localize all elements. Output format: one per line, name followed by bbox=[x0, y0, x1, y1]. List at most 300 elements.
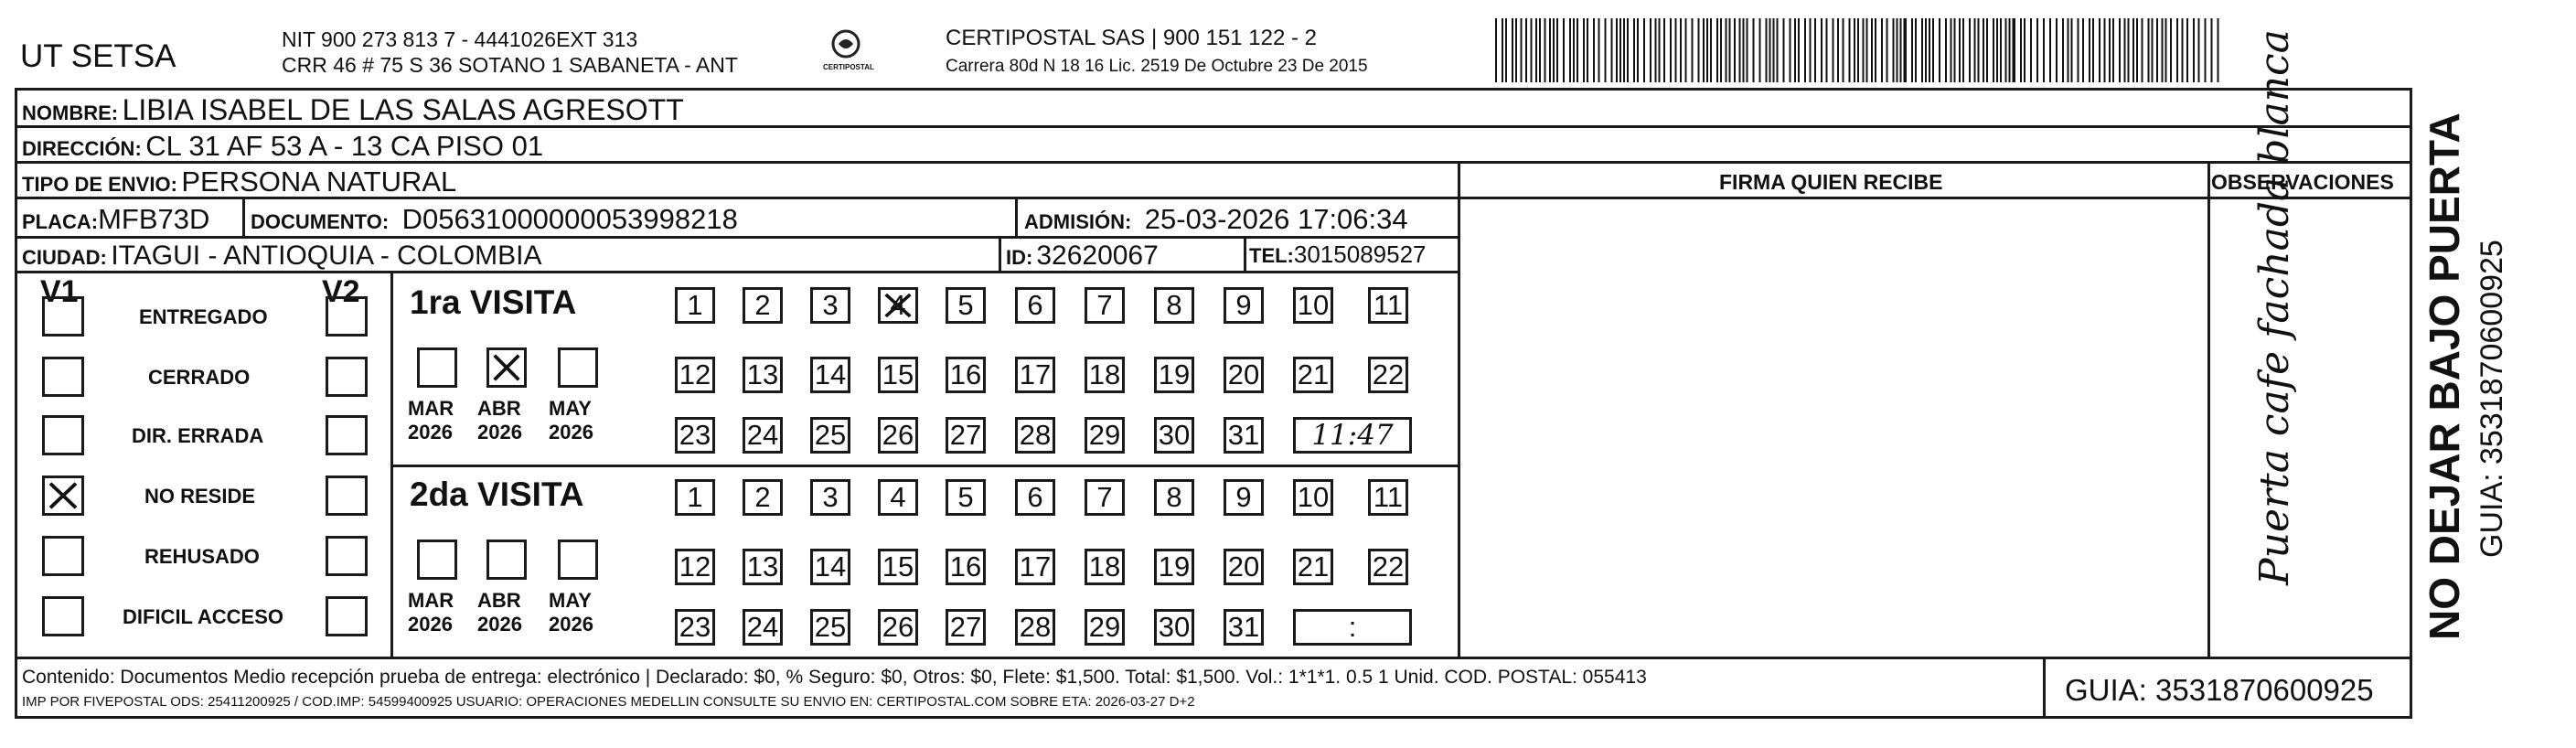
barcode-bar bbox=[2218, 18, 2219, 82]
day-number: 21 bbox=[1297, 358, 1330, 390]
check-x-icon bbox=[489, 350, 524, 385]
day-box[interactable] bbox=[1368, 287, 1408, 324]
day-number: 31 bbox=[1227, 419, 1260, 451]
barcode-bar bbox=[1515, 18, 1517, 82]
barcode-bar bbox=[1790, 18, 1791, 82]
barcode-bar bbox=[1637, 18, 1639, 82]
barcode-bar bbox=[2013, 18, 2016, 82]
day-number: 27 bbox=[949, 611, 982, 643]
day-box[interactable] bbox=[1015, 609, 1055, 646]
month-label: MAR bbox=[408, 589, 454, 612]
barcode-bar bbox=[1643, 18, 1645, 82]
barcode-bar bbox=[2176, 18, 2178, 82]
day-number: 11 bbox=[1373, 289, 1404, 321]
day-box[interactable] bbox=[878, 479, 918, 516]
observaciones-note: Puerta cafe fachada blanca bbox=[2251, 29, 2298, 585]
barcode-bar bbox=[1720, 18, 1722, 82]
day-number: 19 bbox=[1158, 358, 1191, 390]
barcode-bar bbox=[2071, 18, 2073, 82]
day-box[interactable] bbox=[675, 549, 715, 585]
month-checkbox[interactable] bbox=[486, 347, 527, 388]
barcode-bar bbox=[1505, 18, 1507, 82]
v1-checkbox[interactable] bbox=[42, 596, 84, 636]
day-box[interactable] bbox=[675, 357, 715, 393]
day-number: 31 bbox=[1227, 611, 1260, 643]
v2-checkbox[interactable] bbox=[326, 357, 368, 397]
barcode-bar bbox=[1959, 18, 1961, 82]
day-box[interactable] bbox=[1085, 287, 1125, 324]
barcode-bar bbox=[2211, 18, 2213, 82]
day-number: 18 bbox=[1088, 550, 1121, 582]
barcode-bar bbox=[1915, 18, 1917, 82]
barcode-bar bbox=[2148, 18, 2150, 82]
barcode-bar bbox=[2136, 18, 2138, 82]
day-box[interactable] bbox=[1085, 549, 1125, 585]
day-number: 8 bbox=[1166, 481, 1182, 513]
day-number: 1 bbox=[687, 289, 703, 321]
barcode-bar bbox=[1685, 18, 1687, 82]
day-box[interactable] bbox=[1368, 357, 1408, 393]
barcode-bar bbox=[1535, 18, 1537, 82]
day-number: 17 bbox=[1019, 358, 1052, 390]
day-number: 28 bbox=[1019, 419, 1052, 451]
day-box[interactable] bbox=[946, 479, 986, 516]
day-box[interactable] bbox=[946, 357, 986, 393]
day-box[interactable] bbox=[810, 549, 850, 585]
direccion-value: CL 31 AF 53 A - 13 CA PISO 01 bbox=[145, 130, 544, 162]
barcode-bar bbox=[2193, 18, 2195, 82]
status-label: REHUSADO bbox=[144, 545, 260, 568]
v1-checkbox[interactable] bbox=[42, 536, 84, 576]
barcode-bar bbox=[1925, 18, 1927, 82]
v1-checkbox[interactable] bbox=[42, 476, 84, 516]
day-box[interactable] bbox=[1368, 549, 1408, 585]
day-box[interactable] bbox=[878, 417, 918, 454]
day-box[interactable] bbox=[1293, 357, 1333, 393]
day-box[interactable] bbox=[743, 287, 783, 324]
barcode-bar bbox=[1583, 18, 1585, 82]
day-box[interactable] bbox=[1154, 417, 1194, 454]
observaciones-header: OBSERVACIONES bbox=[2211, 170, 2394, 194]
visit-time-field[interactable] bbox=[1293, 417, 1412, 454]
firma-header: FIRMA QUIEN RECIBE bbox=[1719, 170, 1943, 194]
barcode-bar bbox=[2082, 18, 2084, 82]
barcode-bar bbox=[1729, 18, 1731, 82]
v1-checkbox[interactable] bbox=[42, 296, 84, 337]
barcode bbox=[1495, 18, 2227, 82]
year-label: 2026 bbox=[477, 613, 522, 636]
barcode-bar bbox=[1974, 18, 1976, 82]
day-number: 30 bbox=[1158, 419, 1191, 451]
footer-guia: GUIA: 3531870600925 bbox=[2065, 673, 2374, 707]
v2-checkbox[interactable] bbox=[326, 415, 368, 455]
month-label: MAY bbox=[549, 589, 592, 612]
month-label: ABR bbox=[477, 397, 521, 420]
day-box[interactable] bbox=[1154, 287, 1194, 324]
barcode-bar bbox=[1675, 18, 1677, 82]
day-box[interactable] bbox=[946, 609, 986, 646]
tel-label: TEL: bbox=[1249, 244, 1294, 267]
barcode-bar bbox=[1843, 18, 1844, 82]
barcode-bar bbox=[1783, 18, 1785, 82]
day-number: 16 bbox=[949, 550, 982, 582]
barcode-bar bbox=[1893, 18, 1895, 82]
day-number: 19 bbox=[1158, 550, 1191, 582]
side-warning: NO DEJAR BAJO PUERTA bbox=[2421, 112, 2468, 640]
barcode-bar bbox=[1716, 18, 1718, 82]
barcode-bar bbox=[1945, 18, 1947, 82]
day-box[interactable] bbox=[810, 609, 850, 646]
day-number: 10 bbox=[1297, 289, 1330, 321]
day-box[interactable] bbox=[1293, 479, 1333, 516]
day-box[interactable] bbox=[1224, 417, 1264, 454]
day-box[interactable] bbox=[1015, 357, 1055, 393]
barcode-bar bbox=[1798, 18, 1800, 82]
day-number: 10 bbox=[1297, 481, 1330, 513]
barcode-bar bbox=[1900, 18, 1902, 82]
month-checkbox[interactable] bbox=[558, 347, 598, 388]
day-box[interactable] bbox=[1368, 479, 1408, 516]
month-checkbox[interactable] bbox=[417, 540, 457, 580]
day-number: 4 bbox=[890, 481, 906, 513]
day-number: 23 bbox=[679, 419, 711, 451]
day-box[interactable] bbox=[946, 417, 986, 454]
day-box[interactable] bbox=[1154, 549, 1194, 585]
barcode-bar bbox=[2198, 18, 2200, 82]
barcode-bar bbox=[2092, 18, 2094, 82]
documento-label: DOCUMENTO: bbox=[251, 210, 390, 233]
barcode-bar bbox=[1577, 18, 1578, 82]
day-box[interactable] bbox=[1085, 357, 1125, 393]
day-box[interactable] bbox=[810, 287, 850, 324]
id-value: 32620067 bbox=[1036, 240, 1159, 271]
side-guia: GUIA: 3531870600925 bbox=[2474, 240, 2509, 558]
admision-label: ADMISIÓN: bbox=[1024, 210, 1132, 233]
barcode-bar bbox=[2009, 18, 2011, 82]
day-box[interactable] bbox=[810, 357, 850, 393]
v2-checkbox[interactable] bbox=[326, 596, 368, 636]
barcode-bar bbox=[2099, 18, 2100, 82]
day-number: 27 bbox=[949, 419, 982, 451]
barcode-bar bbox=[1553, 18, 1555, 82]
nombre-value: LIBIA ISABEL DE LAS SALAS AGRESOTT bbox=[122, 93, 684, 126]
barcode-bar bbox=[1726, 18, 1727, 82]
barcode-bar bbox=[1826, 18, 1828, 82]
day-box[interactable] bbox=[1085, 479, 1125, 516]
ciudad-label: CIUDAD: bbox=[22, 246, 107, 269]
company-address: CRR 46 # 75 S 36 SOTANO 1 SABANETA - ANT bbox=[282, 53, 738, 77]
year-label: 2026 bbox=[408, 613, 453, 636]
barcode-bar bbox=[1887, 18, 1888, 82]
month-checkbox[interactable] bbox=[486, 540, 527, 580]
year-label: 2026 bbox=[549, 421, 593, 443]
barcode-bar bbox=[1993, 18, 1994, 82]
day-number: 6 bbox=[1027, 481, 1043, 513]
barcode-bar bbox=[2030, 18, 2032, 82]
day-number: 20 bbox=[1227, 550, 1260, 582]
barcode-bar bbox=[1759, 18, 1761, 82]
barcode-bar bbox=[2186, 18, 2188, 82]
barcode-bar bbox=[1854, 18, 1855, 82]
barcode-bar bbox=[2156, 18, 2158, 82]
barcode-bar bbox=[1911, 18, 1913, 82]
visit-time-field[interactable] bbox=[1293, 609, 1412, 646]
barcode-bar bbox=[2104, 18, 2106, 82]
barcode-bar bbox=[1986, 18, 1988, 82]
day-box[interactable] bbox=[743, 357, 783, 393]
day-box[interactable] bbox=[878, 287, 918, 324]
day-number: 13 bbox=[746, 358, 779, 390]
day-number: 7 bbox=[1096, 481, 1113, 513]
barcode-bar bbox=[1502, 18, 1503, 82]
barcode-bar bbox=[1921, 18, 1923, 82]
v2-checkbox[interactable] bbox=[326, 536, 368, 576]
day-box[interactable] bbox=[1224, 609, 1264, 646]
barcode-bar bbox=[1531, 18, 1533, 82]
day-box[interactable] bbox=[675, 609, 715, 646]
barcode-bar bbox=[1563, 18, 1565, 82]
day-box[interactable] bbox=[1224, 479, 1264, 516]
day-box[interactable] bbox=[1293, 287, 1333, 324]
barcode-bar bbox=[1619, 18, 1621, 82]
day-number: 8 bbox=[1166, 289, 1182, 321]
barcode-bar bbox=[1623, 18, 1625, 82]
month-label: MAR bbox=[408, 397, 454, 420]
barcode-bar bbox=[1710, 18, 1712, 82]
v2-checkbox[interactable] bbox=[326, 296, 368, 337]
barcode-bar bbox=[1692, 18, 1694, 82]
barcode-bar bbox=[2109, 18, 2111, 82]
day-box[interactable] bbox=[878, 357, 918, 393]
barcode-bar bbox=[2049, 18, 2051, 82]
day-box[interactable] bbox=[1224, 549, 1264, 585]
barcode-bar bbox=[2005, 18, 2007, 82]
day-number: 5 bbox=[957, 289, 974, 321]
day-number: 11 bbox=[1373, 481, 1404, 513]
day-box[interactable] bbox=[946, 549, 986, 585]
day-number: 22 bbox=[1372, 358, 1405, 390]
barcode-bar bbox=[2128, 18, 2130, 82]
check-x-icon bbox=[881, 290, 915, 321]
day-number: 14 bbox=[814, 358, 847, 390]
day-box[interactable] bbox=[810, 417, 850, 454]
day-number: 14 bbox=[814, 550, 847, 582]
barcode-bar bbox=[1680, 18, 1682, 82]
barcode-bar bbox=[1650, 18, 1651, 82]
day-number: 3 bbox=[822, 289, 839, 321]
barcode-bar bbox=[2089, 18, 2090, 82]
day-number: 5 bbox=[957, 481, 974, 513]
month-checkbox[interactable] bbox=[417, 347, 457, 388]
barcode-bar bbox=[1739, 18, 1741, 82]
visit-time-value: 11:47 bbox=[1311, 419, 1394, 452]
month-label: MAY bbox=[549, 397, 592, 420]
day-number: 15 bbox=[882, 358, 914, 390]
status-label: ENTREGADO bbox=[139, 305, 268, 328]
id-label: ID: bbox=[1006, 246, 1033, 269]
year-label: 2026 bbox=[549, 613, 593, 636]
month-label: ABR bbox=[477, 589, 521, 612]
barcode-bar bbox=[1633, 18, 1635, 82]
status-label: CERRADO bbox=[148, 366, 251, 389]
barcode-bar bbox=[1983, 18, 1984, 82]
day-number: 3 bbox=[822, 481, 839, 513]
day-box[interactable] bbox=[743, 479, 783, 516]
day-number: 21 bbox=[1297, 550, 1330, 582]
day-box[interactable] bbox=[1293, 549, 1333, 585]
day-number: 6 bbox=[1027, 289, 1043, 321]
barcode-bar bbox=[1655, 18, 1657, 82]
day-box[interactable] bbox=[743, 417, 783, 454]
barcode-bar bbox=[2132, 18, 2134, 82]
day-box[interactable] bbox=[1224, 287, 1264, 324]
barcode-bar bbox=[1769, 18, 1771, 82]
day-number: 25 bbox=[814, 419, 847, 451]
footer-print-info: IMP POR FIVEPOSTAL ODS: 25411200925 / COD.IMP: 54599400925 USUARIO: OPERACIONES MEDELLIN CONSULTE SU ENVIO EN: CERTIPOSTAL.COM SOBRE ETA: 2026-03-27 D+2 bbox=[22, 694, 1195, 710]
barcode-bar bbox=[1659, 18, 1661, 82]
tel-value: 3015089527 bbox=[1293, 240, 1427, 268]
day-box[interactable] bbox=[1154, 479, 1194, 516]
day-number: 7 bbox=[1096, 289, 1113, 321]
day-box[interactable] bbox=[1224, 357, 1264, 393]
day-box[interactable] bbox=[1154, 609, 1194, 646]
barcode-bar bbox=[2124, 18, 2126, 82]
barcode-bar bbox=[1556, 18, 1558, 82]
day-number: 2 bbox=[754, 289, 771, 321]
barcode-bar bbox=[1794, 18, 1796, 82]
barcode-bar bbox=[2068, 18, 2069, 82]
barcode-bar bbox=[1521, 18, 1523, 82]
v2-header: V2 bbox=[322, 274, 360, 309]
carrier-line: CERTIPOSTAL SAS | 900 151 122 - 2 bbox=[946, 26, 1317, 50]
day-number: 22 bbox=[1372, 550, 1405, 582]
barcode-bar bbox=[1573, 18, 1575, 82]
barcode-bar bbox=[2162, 18, 2164, 82]
day-box[interactable] bbox=[1015, 549, 1055, 585]
barcode-bar bbox=[2062, 18, 2064, 82]
barcode-bar bbox=[2000, 18, 2002, 82]
barcode-bar bbox=[1698, 18, 1700, 82]
barcode-bar bbox=[2170, 18, 2172, 82]
barcode-bar bbox=[2142, 18, 2143, 82]
day-box[interactable] bbox=[1085, 609, 1125, 646]
v1-checkbox[interactable] bbox=[42, 357, 84, 397]
day-box[interactable] bbox=[1154, 357, 1194, 393]
barcode-bar bbox=[1743, 18, 1745, 82]
v2-checkbox[interactable] bbox=[326, 476, 368, 516]
barcode-bar bbox=[2182, 18, 2184, 82]
visit-title: 2da VISITA bbox=[410, 476, 584, 513]
barcode-bar bbox=[1881, 18, 1883, 82]
barcode-bar bbox=[2036, 18, 2038, 82]
barcode-bar bbox=[1773, 18, 1775, 82]
barcode-bar bbox=[1753, 18, 1755, 82]
barcode-bar bbox=[1569, 18, 1571, 82]
day-box[interactable] bbox=[1015, 287, 1055, 324]
barcode-bar bbox=[1734, 18, 1736, 82]
day-number: 24 bbox=[746, 419, 779, 451]
status-label: DIR. ERRADA bbox=[132, 424, 264, 447]
day-box[interactable] bbox=[1015, 417, 1055, 454]
barcode-bar bbox=[1545, 18, 1546, 82]
barcode-bar bbox=[1605, 18, 1607, 82]
barcode-bar bbox=[1849, 18, 1851, 82]
day-number: 12 bbox=[679, 550, 711, 582]
tipo-envio-value: PERSONA NATURAL bbox=[181, 166, 457, 198]
barcode-bar bbox=[1969, 18, 1971, 82]
day-box[interactable] bbox=[743, 549, 783, 585]
day-box[interactable] bbox=[743, 609, 783, 646]
day-number: 16 bbox=[949, 358, 982, 390]
v1-checkbox[interactable] bbox=[42, 415, 84, 455]
documento-value: D05631000000053998218 bbox=[401, 203, 738, 235]
day-box[interactable] bbox=[810, 479, 850, 516]
barcode-bar bbox=[2078, 18, 2079, 82]
day-number: 26 bbox=[882, 611, 914, 643]
barcode-bar bbox=[1857, 18, 1859, 82]
barcode-bar bbox=[1804, 18, 1806, 82]
visit-title: 1ra VISITA bbox=[410, 283, 577, 321]
barcode-bar bbox=[2043, 18, 2045, 82]
barcode-bar bbox=[1539, 18, 1541, 82]
barcode-bar bbox=[1875, 18, 1876, 82]
nombre-label: NOMBRE: bbox=[22, 102, 119, 124]
barcode-bar bbox=[1512, 18, 1513, 82]
direccion-label: DIRECCIÓN: bbox=[22, 137, 142, 160]
barcode-bar bbox=[2165, 18, 2167, 82]
barcode-bar bbox=[1525, 18, 1527, 82]
day-number: 24 bbox=[746, 611, 779, 643]
barcode-bar bbox=[1871, 18, 1873, 82]
barcode-bar bbox=[1962, 18, 1964, 82]
barcode-bar bbox=[1703, 18, 1705, 82]
day-number: 28 bbox=[1019, 611, 1052, 643]
day-number: 23 bbox=[679, 611, 711, 643]
day-number: 20 bbox=[1227, 358, 1260, 390]
barcode-bar bbox=[1587, 18, 1588, 82]
status-label: NO RESIDE bbox=[144, 485, 256, 508]
day-box[interactable] bbox=[675, 479, 715, 516]
day-number: 25 bbox=[814, 611, 847, 643]
day-number: 13 bbox=[746, 550, 779, 582]
day-number: 30 bbox=[1158, 611, 1191, 643]
barcode-bar bbox=[1616, 18, 1618, 82]
day-box[interactable] bbox=[1085, 417, 1125, 454]
barcode-bar bbox=[1670, 18, 1672, 82]
day-number: 12 bbox=[679, 358, 711, 390]
barcode-bar bbox=[1611, 18, 1613, 82]
day-box[interactable] bbox=[878, 609, 918, 646]
barcode-bar bbox=[1706, 18, 1708, 82]
day-box[interactable] bbox=[1015, 479, 1055, 516]
check-x-icon bbox=[45, 478, 81, 513]
day-box[interactable] bbox=[675, 417, 715, 454]
tipo-envio-label: TIPO DE ENVIO: bbox=[22, 173, 177, 196]
admision-value: 25-03-2026 17:06:34 bbox=[1144, 203, 1408, 235]
footer-content: Contenido: Documentos Medio recepción prueba de entrega: electrónico | Declarado: $0, % Seguro: $0, Otros: $0, Flete: $1,500. Total: $1,500. Vol.: 1*1*1. 0.5 1 Unid. COD. POSTAL: 055413 bbox=[22, 667, 1647, 688]
placa-value: MFB73D bbox=[98, 203, 210, 235]
certipostal-logo-icon bbox=[823, 27, 874, 73]
day-box[interactable] bbox=[878, 549, 918, 585]
day-number: 29 bbox=[1088, 419, 1121, 451]
month-checkbox[interactable] bbox=[558, 540, 598, 580]
day-box[interactable] bbox=[675, 287, 715, 324]
barcode-bar bbox=[2112, 18, 2114, 82]
carrier-license: Carrera 80d N 18 16 Lic. 2519 De Octubre 23 De 2015 bbox=[946, 57, 1368, 76]
barcode-bar bbox=[1598, 18, 1600, 82]
barcode-bar bbox=[1627, 18, 1629, 82]
day-box[interactable] bbox=[946, 287, 986, 324]
